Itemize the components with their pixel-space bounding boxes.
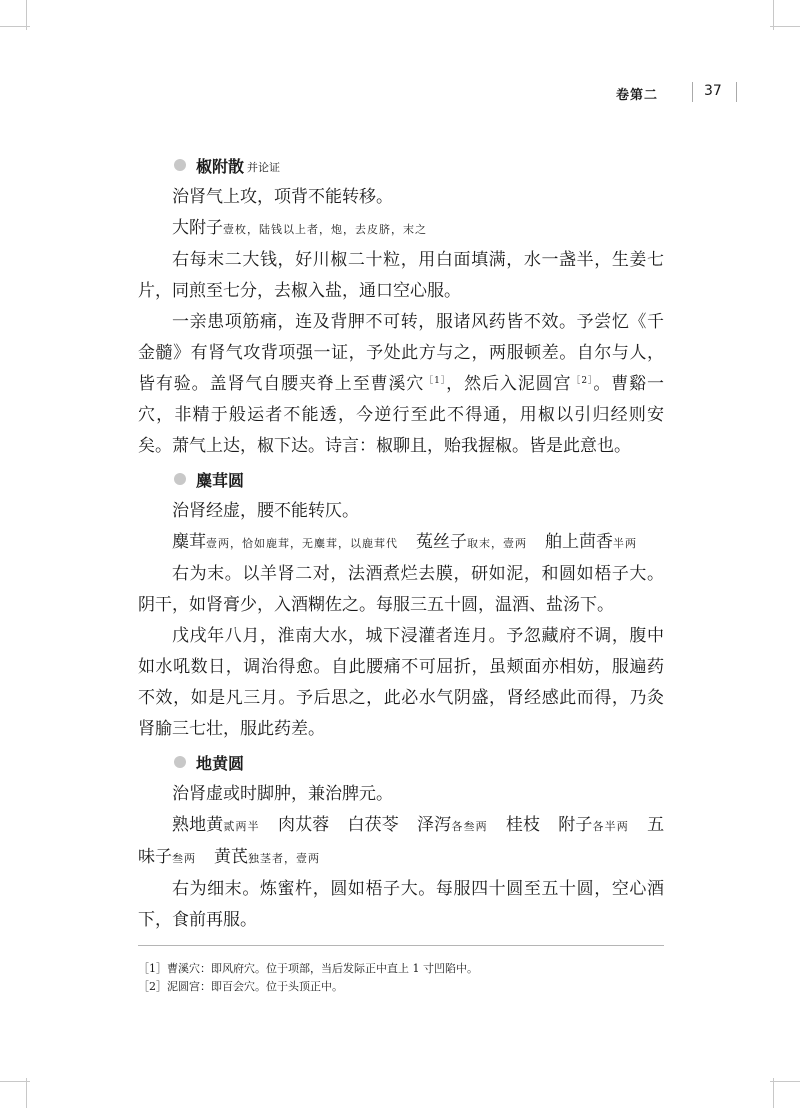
ingredient-name: 白茯苓: [347, 815, 399, 835]
ingredient-name: 熟地黄: [172, 815, 224, 835]
section-heading: [138, 745, 664, 779]
ingredient-note: 各半两: [592, 820, 629, 833]
header-divider: [692, 82, 693, 102]
ingredient-name: 泽泻: [416, 815, 452, 835]
ingredient-name: 大附子: [172, 218, 223, 238]
footnote-ref[interactable]: ［2］: [571, 376, 594, 386]
crop-mark: [0, 1081, 30, 1082]
bullet-icon: [174, 756, 186, 768]
ingredient-note: 贰两半: [223, 820, 260, 833]
bullet-icon: [174, 159, 186, 171]
section-title: 麋茸圆: [196, 470, 245, 490]
section-title-note: 并论证: [247, 161, 281, 174]
ingredient-note: 叁两: [172, 852, 196, 865]
ingredient-name: 五味子: [138, 815, 665, 867]
footnote-rule: [138, 945, 664, 946]
indication: 治肾经虚，腰不能转仄。: [172, 501, 359, 521]
section-heading: [138, 148, 664, 182]
ingredient-note: 壹枚，陆钱以上者，炮，去皮脐，末之: [223, 223, 427, 236]
case-text-part: 。曹谿一穴，非精于般运者不能透，今逆行至此不得通，用椒以引归经则安矣。萧气上达，椒下达。诗言：椒聊且，贻我握椒。皆是此意也。: [138, 374, 665, 456]
footnotes: [138, 960, 678, 996]
bullet-icon: [174, 473, 186, 485]
case-text: 戊戌年八月，淮南大水，城下浸灌者连月。予忽藏府不调，腹中如水吼数日，调治得愈。自此腰痛不可屈折，虽颊面亦相妨，服遍药不效，如是凡三月。予后思之，此必水气阴盛，肾经感此而得，乃灸肾腧三七壮，服此药差。: [138, 626, 664, 739]
ingredient-name: 菟丝子: [416, 532, 467, 552]
ingredient-name: 肉苁蓉: [277, 815, 330, 835]
ingredient-note: 壹两，恰如鹿茸，无麋茸，以鹿茸代: [206, 537, 398, 550]
page-body: [138, 148, 664, 936]
ingredient-name: 黄芪: [214, 847, 248, 867]
header-divider: [736, 82, 737, 102]
preparation-text: 右为细末。炼蜜杵，圆如梧子大。每服四十圆至五十圆，空心酒下，食前再服。: [138, 879, 664, 930]
crop-mark: [770, 26, 800, 27]
indication: 治肾虚或时脚肿，兼治脾元。: [172, 784, 393, 804]
ingredient-line: [138, 213, 664, 245]
ingredient-note: 各叁两: [451, 820, 488, 833]
ingredient-note: 取末，壹两: [467, 537, 527, 550]
preparation-text: 右为末。以羊肾二对，法酒煮烂去膜，研如泥，和圆如梧子大。阴干，如肾膏少，入酒糊佐之。每服三五十圆，温酒、盐汤下。: [138, 564, 664, 615]
section-heading: [138, 462, 664, 496]
ingredient-line: [138, 810, 664, 874]
ingredient-name: 舶上茴香: [545, 532, 613, 552]
crop-mark: [773, 1078, 774, 1108]
ingredient-name: 麋茸: [172, 532, 206, 552]
ingredient-note: 独茎者，壹两: [248, 852, 320, 865]
ingredient-name: 附子: [558, 815, 593, 835]
section-title: 地黄圆: [196, 753, 245, 773]
footnote-ref[interactable]: ［1］: [424, 376, 447, 386]
case-text: [138, 307, 664, 462]
indication: 治肾气上攻，项背不能转移。: [172, 187, 393, 207]
crop-mark: [0, 26, 30, 27]
crop-mark: [26, 1078, 27, 1108]
crop-mark: [770, 1081, 800, 1082]
section-title: 椒附散: [196, 156, 245, 176]
ingredient-note: 半两: [613, 537, 637, 550]
case-text-part: ，然后入泥圆宫: [446, 374, 572, 394]
running-header-chapter: 卷第二: [616, 88, 659, 103]
preparation-text: 右每末二大钱，好川椒二十粒，用白面填满，水一盏半，生姜七片，同煎至七分，去椒入盐，通口空心服。: [138, 250, 664, 301]
ingredient-line: [138, 527, 664, 559]
ingredient-name: 桂枝: [505, 815, 541, 835]
footnote: ［1］曹溪穴：即风府穴。位于项部，当后发际正中直上 1 寸凹陷中。: [138, 962, 478, 975]
page-number: 37: [704, 83, 722, 99]
case-text-part: 一亲患项筋痛，连及背胛不可转，服诸风药皆不效。予尝忆《千金髓》有肾气攻背项强一证，予处此方与之，两服顿差。自尔与人，皆有验。盖肾气自腰夹脊上至曹溪穴: [138, 312, 664, 394]
footnote: ［2］泥圆宫：即百会穴。位于头顶正中。: [138, 980, 343, 993]
